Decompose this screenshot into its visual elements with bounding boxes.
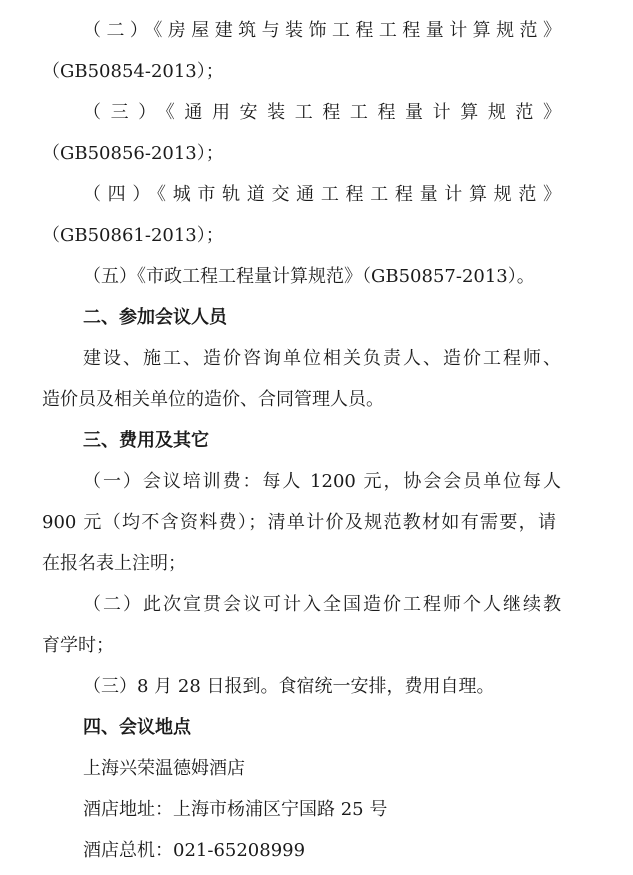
venue-hotel-phone: 酒店总机：021-65208999 — [83, 840, 306, 861]
spec-item-3-code: （GB50856-2013）； — [42, 143, 224, 164]
venue-hotel-address: 酒店地址：上海市杨浦区宁国路 25 号 — [83, 799, 388, 820]
spec-item-3: （三）《通用安装工程工程量计算规范》 — [83, 102, 561, 123]
attendees-text-line-1: 建设、施工、造价咨询单位相关负责人、造价工程师、 — [83, 348, 561, 369]
fees-item-2-line-2: 育学时； — [42, 635, 114, 656]
spec-item-4: （四）《城市轨道交通工程工程量计算规范》 — [83, 184, 561, 205]
section-heading-attendees: 二、参加会议人员 — [83, 307, 227, 328]
fees-item-1-line-1: （一）会议培训费：每人 1200 元，协会会员单位每人 — [83, 471, 561, 492]
section-heading-venue: 四、会议地点 — [83, 717, 191, 738]
section-heading-fees: 三、费用及其它 — [83, 430, 209, 451]
fees-item-1-line-2: 900 元（均不含资料费）；清单计价及规范教材如有需要，请 — [42, 512, 556, 533]
fees-item-3: （三）8 月 28 日报到。食宿统一安排，费用自理。 — [83, 676, 495, 697]
spec-item-2: （二）《房屋建筑与装饰工程工程量计算规范》 — [83, 20, 561, 41]
spec-item-5: （五）《市政工程工程量计算规范》（GB50857-2013）。 — [83, 266, 535, 287]
venue-hotel-name: 上海兴荣温德姆酒店 — [83, 758, 245, 779]
fees-item-2-line-1: （二）此次宣贯会议可计入全国造价工程师个人继续教 — [83, 594, 561, 615]
fees-item-1-line-3: 在报名表上注明； — [42, 553, 186, 574]
spec-item-4-code: （GB50861-2013）； — [42, 225, 224, 246]
attendees-text-line-2: 造价员及相关单位的造价、合同管理人员。 — [42, 389, 384, 410]
spec-item-2-code: （GB50854-2013）； — [42, 61, 224, 82]
